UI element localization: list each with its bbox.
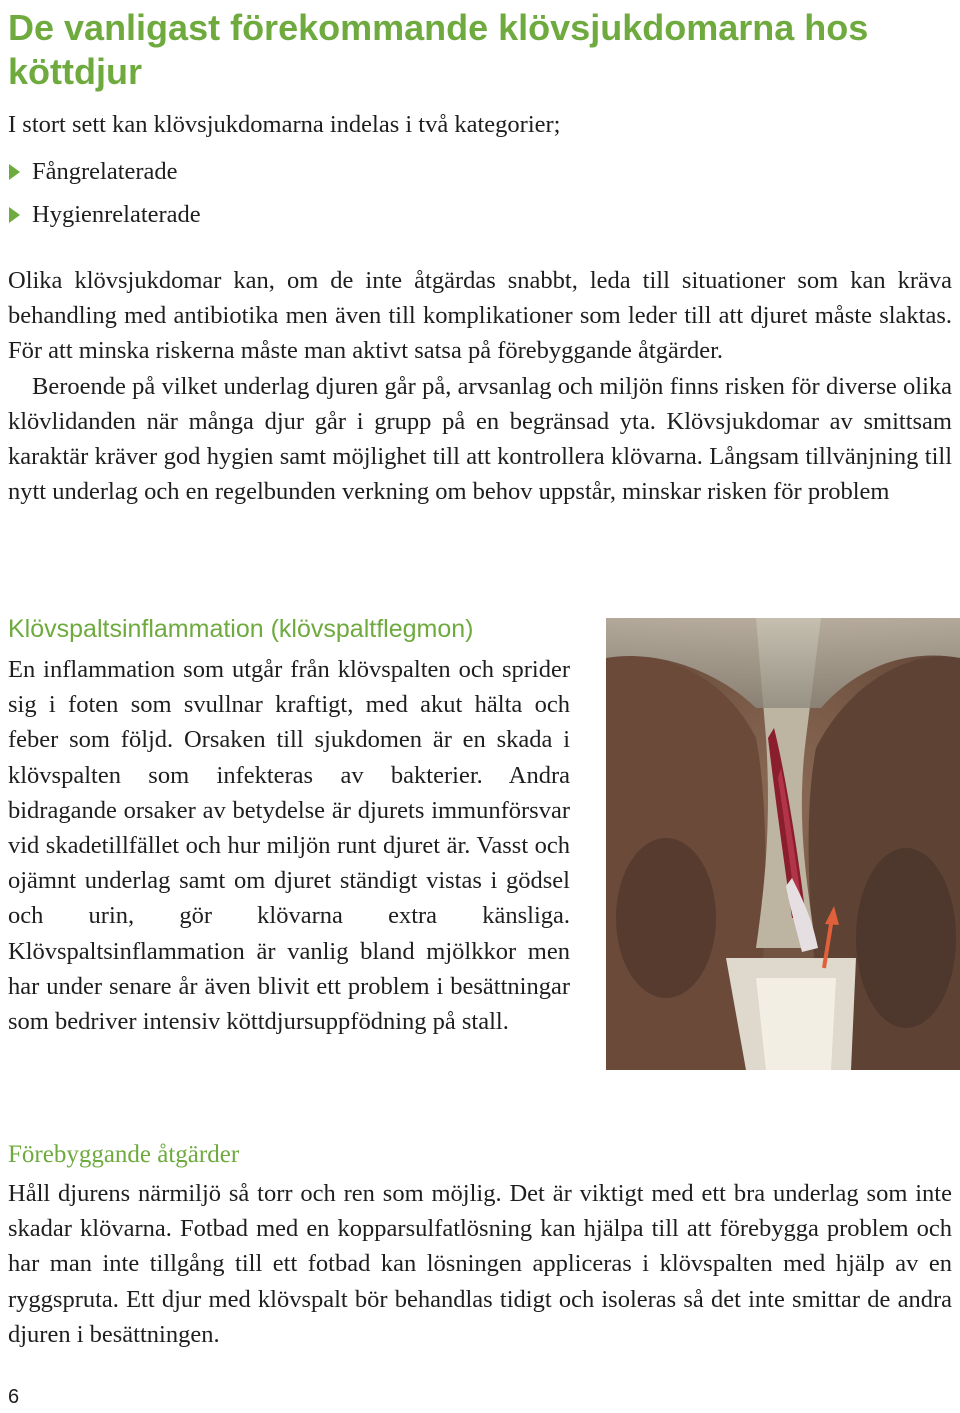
page-title: De vanligast förekommande klövsjukdomarna hos köttdjur [8,7,869,92]
paragraph: Beroende på vilket underlag djuren går på, arvsanlag och miljön finns risken för diverse olika klövlidanden när många djur går i grupp på en begränsad yta. Klövsjukdomar av smittsam karaktär kräver god hygien samt möjlighet till att kontrollera klövarna. Långsam tillvänjning till nytt underlag och en regelbunden verkning om behov uppstår, minskar risken för problem [8,372,952,506]
section-text: En inflammation som utgår från klövspalten och sprider sig i foten som svullnar kraftigt, med akut hälta och feber som följd. Orsaken till sjukdomen är en skada i klövspalten som infekteras av bakterier. Andra bidragande orsaker av betydelse är djurets immunförsvar vid skadetillfället och hur miljön runt djuret är. Vasst och ojämnt underlag samt om djuret ständigt vistas i gödsel och urin, gör klövarna extra känsliga. Klövspaltsinflammation är vanlig bland mjölkkor men har under senare år även blivit ett problem i besättningar som bedriver intensiv köttdjursuppfödning på stall. [8,656,570,1036]
category-label: Fångrelaterade [32,157,178,185]
intro-text: I stort sett kan klövsjukdomarna indelas i två kategorier; [8,111,561,138]
prevention-heading: Förebyggande åtgärder [8,1141,240,1168]
hoof-photo [606,618,960,1070]
category-label: Hygienrelaterade [32,200,201,228]
body-text [8,263,952,509]
page-number: 6 [8,1386,20,1408]
triangle-bullet-icon [9,207,20,223]
prevention-text: Håll djurens närmiljö så torr och ren som möjlig. Det är viktigt med ett bra underlag som inte skadar klövarna. Fotbad med en kopparsulfatlösning kan hjälpa till att förebygga problem och har man inte tillgång till ett fotbad kan lösningen appliceras i klövspalten med hjälp av en ryggspruta. Ett djur med klövspalt bör behandlas tidigt och isoleras så det inte smittar de andra djuren i besättningen. [8,1180,952,1348]
triangle-bullet-icon [9,164,20,180]
list-item [8,193,201,236]
section-heading: Klövspaltsinflammation (klövspaltflegmon) [8,615,474,643]
category-list [8,150,201,236]
paragraph: Olika klövsjukdomar kan, om de inte åtgärdas snabbt, leda till situationer som kan kräva behandling med antibiotika men även till komplikationer som leder till att djuret måste slaktas. För att minska riskerna måste man aktivt satsa på förebyggande åtgärder. [8,267,952,365]
list-item [8,150,201,193]
